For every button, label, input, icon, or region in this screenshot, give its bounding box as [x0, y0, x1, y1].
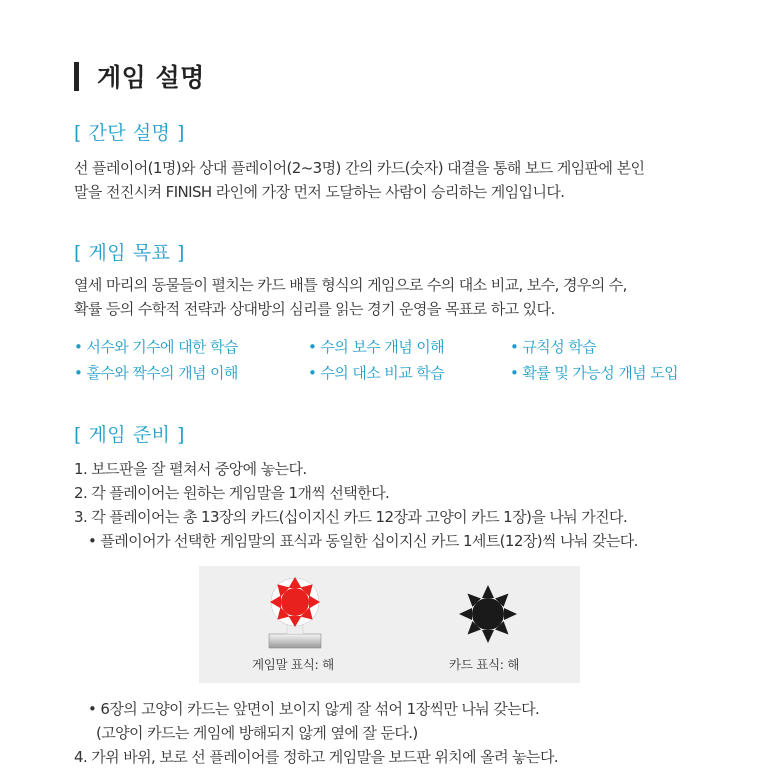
- prep-step: 2. 각 플레이어는 원하는 게임말을 1개씩 선택한다.: [74, 484, 390, 502]
- prep-after: [74, 697, 754, 769]
- goal-bullet-item: • 수의 대소 비교 학습: [308, 364, 445, 382]
- goal-paragraph: [74, 273, 714, 321]
- summary-paragraph: [74, 156, 714, 204]
- goal-bullet-item: • 확률 및 가능성 개념 도입: [510, 364, 678, 382]
- marker-figure: [199, 566, 580, 683]
- prep-step: 4. 가위 바위, 보로 선 플레이어를 정하고 게임말을 보드판 위치에 올려 놓는다.: [74, 748, 558, 766]
- black-sun-core: [472, 598, 504, 630]
- summary-line: 선 플레이어(1명)와 상대 플레이어(2~3명) 간의 카드(숫자) 대결을 통해 보드 게임판에 본인: [74, 159, 645, 177]
- section-heading-prep: [ 게임 준비 ]: [74, 424, 185, 446]
- red-sun-core: [281, 588, 309, 616]
- prep-substep: • 플레이어가 선택한 게임말의 표식과 동일한 십이지신 카드 1세트(12장)씩 나눠 갖는다.: [88, 532, 638, 550]
- summary-line: 말을 전진시켜 FINISH 라인에 가장 먼저 도달하는 사람이 승리하는 게임입니다.: [74, 183, 565, 201]
- goal-bullet-item: • 수의 보수 개념 이해: [308, 338, 445, 356]
- goal-bullet-item: • 규칙성 학습: [510, 338, 597, 356]
- prep-note: • 6장의 고양이 카드는 앞면이 보이지 않게 잘 섞어 1장씩만 나눠 갖는다.: [88, 700, 540, 718]
- goal-line: 확률 등의 수학적 전략과 상대방의 심리를 읽는 경기 운영을 목표로 하고 있다.: [74, 300, 555, 318]
- prep-note: (고양이 카드는 게임에 방해되지 않게 옆에 잘 둔다.): [96, 724, 418, 742]
- black-sun-ray: [482, 585, 494, 598]
- prep-step: 3. 각 플레이어는 총 13장의 카드(십이지신 카드 12장과 고양이 카드 1장)을 나눠 가진다.: [74, 508, 628, 526]
- goal-bullet-item: • 서수와 기수에 대한 학습: [74, 338, 238, 356]
- figure-caption-card: 카드 표식: 해: [449, 657, 520, 672]
- black-sun-ray: [459, 608, 472, 620]
- prep-step: 1. 보드판을 잘 펼쳐서 중앙에 놓는다.: [74, 460, 307, 478]
- section-heading-summary: [ 간단 설명 ]: [74, 122, 185, 144]
- black-sun-ray: [504, 608, 517, 620]
- goal-line: 열세 마리의 동물들이 펼치는 카드 배틀 형식의 게임으로 수의 대소 비교, 보수, 경우의 수,: [74, 276, 627, 294]
- figure-caption-piece: 게임말 표식: 해: [252, 657, 334, 672]
- black-sun-icon: [458, 584, 518, 644]
- goal-bullet-item: • 홀수와 짝수의 개념 이해: [74, 364, 238, 382]
- page-title: [74, 56, 205, 96]
- red-sun-piece-icon: [263, 570, 327, 652]
- black-sun-ray: [482, 630, 494, 643]
- page-title-text: 게임 설명: [97, 63, 205, 92]
- section-heading-goal: [ 게임 목표 ]: [74, 242, 185, 264]
- title-bar: [74, 62, 79, 91]
- prep-steps: [74, 457, 754, 553]
